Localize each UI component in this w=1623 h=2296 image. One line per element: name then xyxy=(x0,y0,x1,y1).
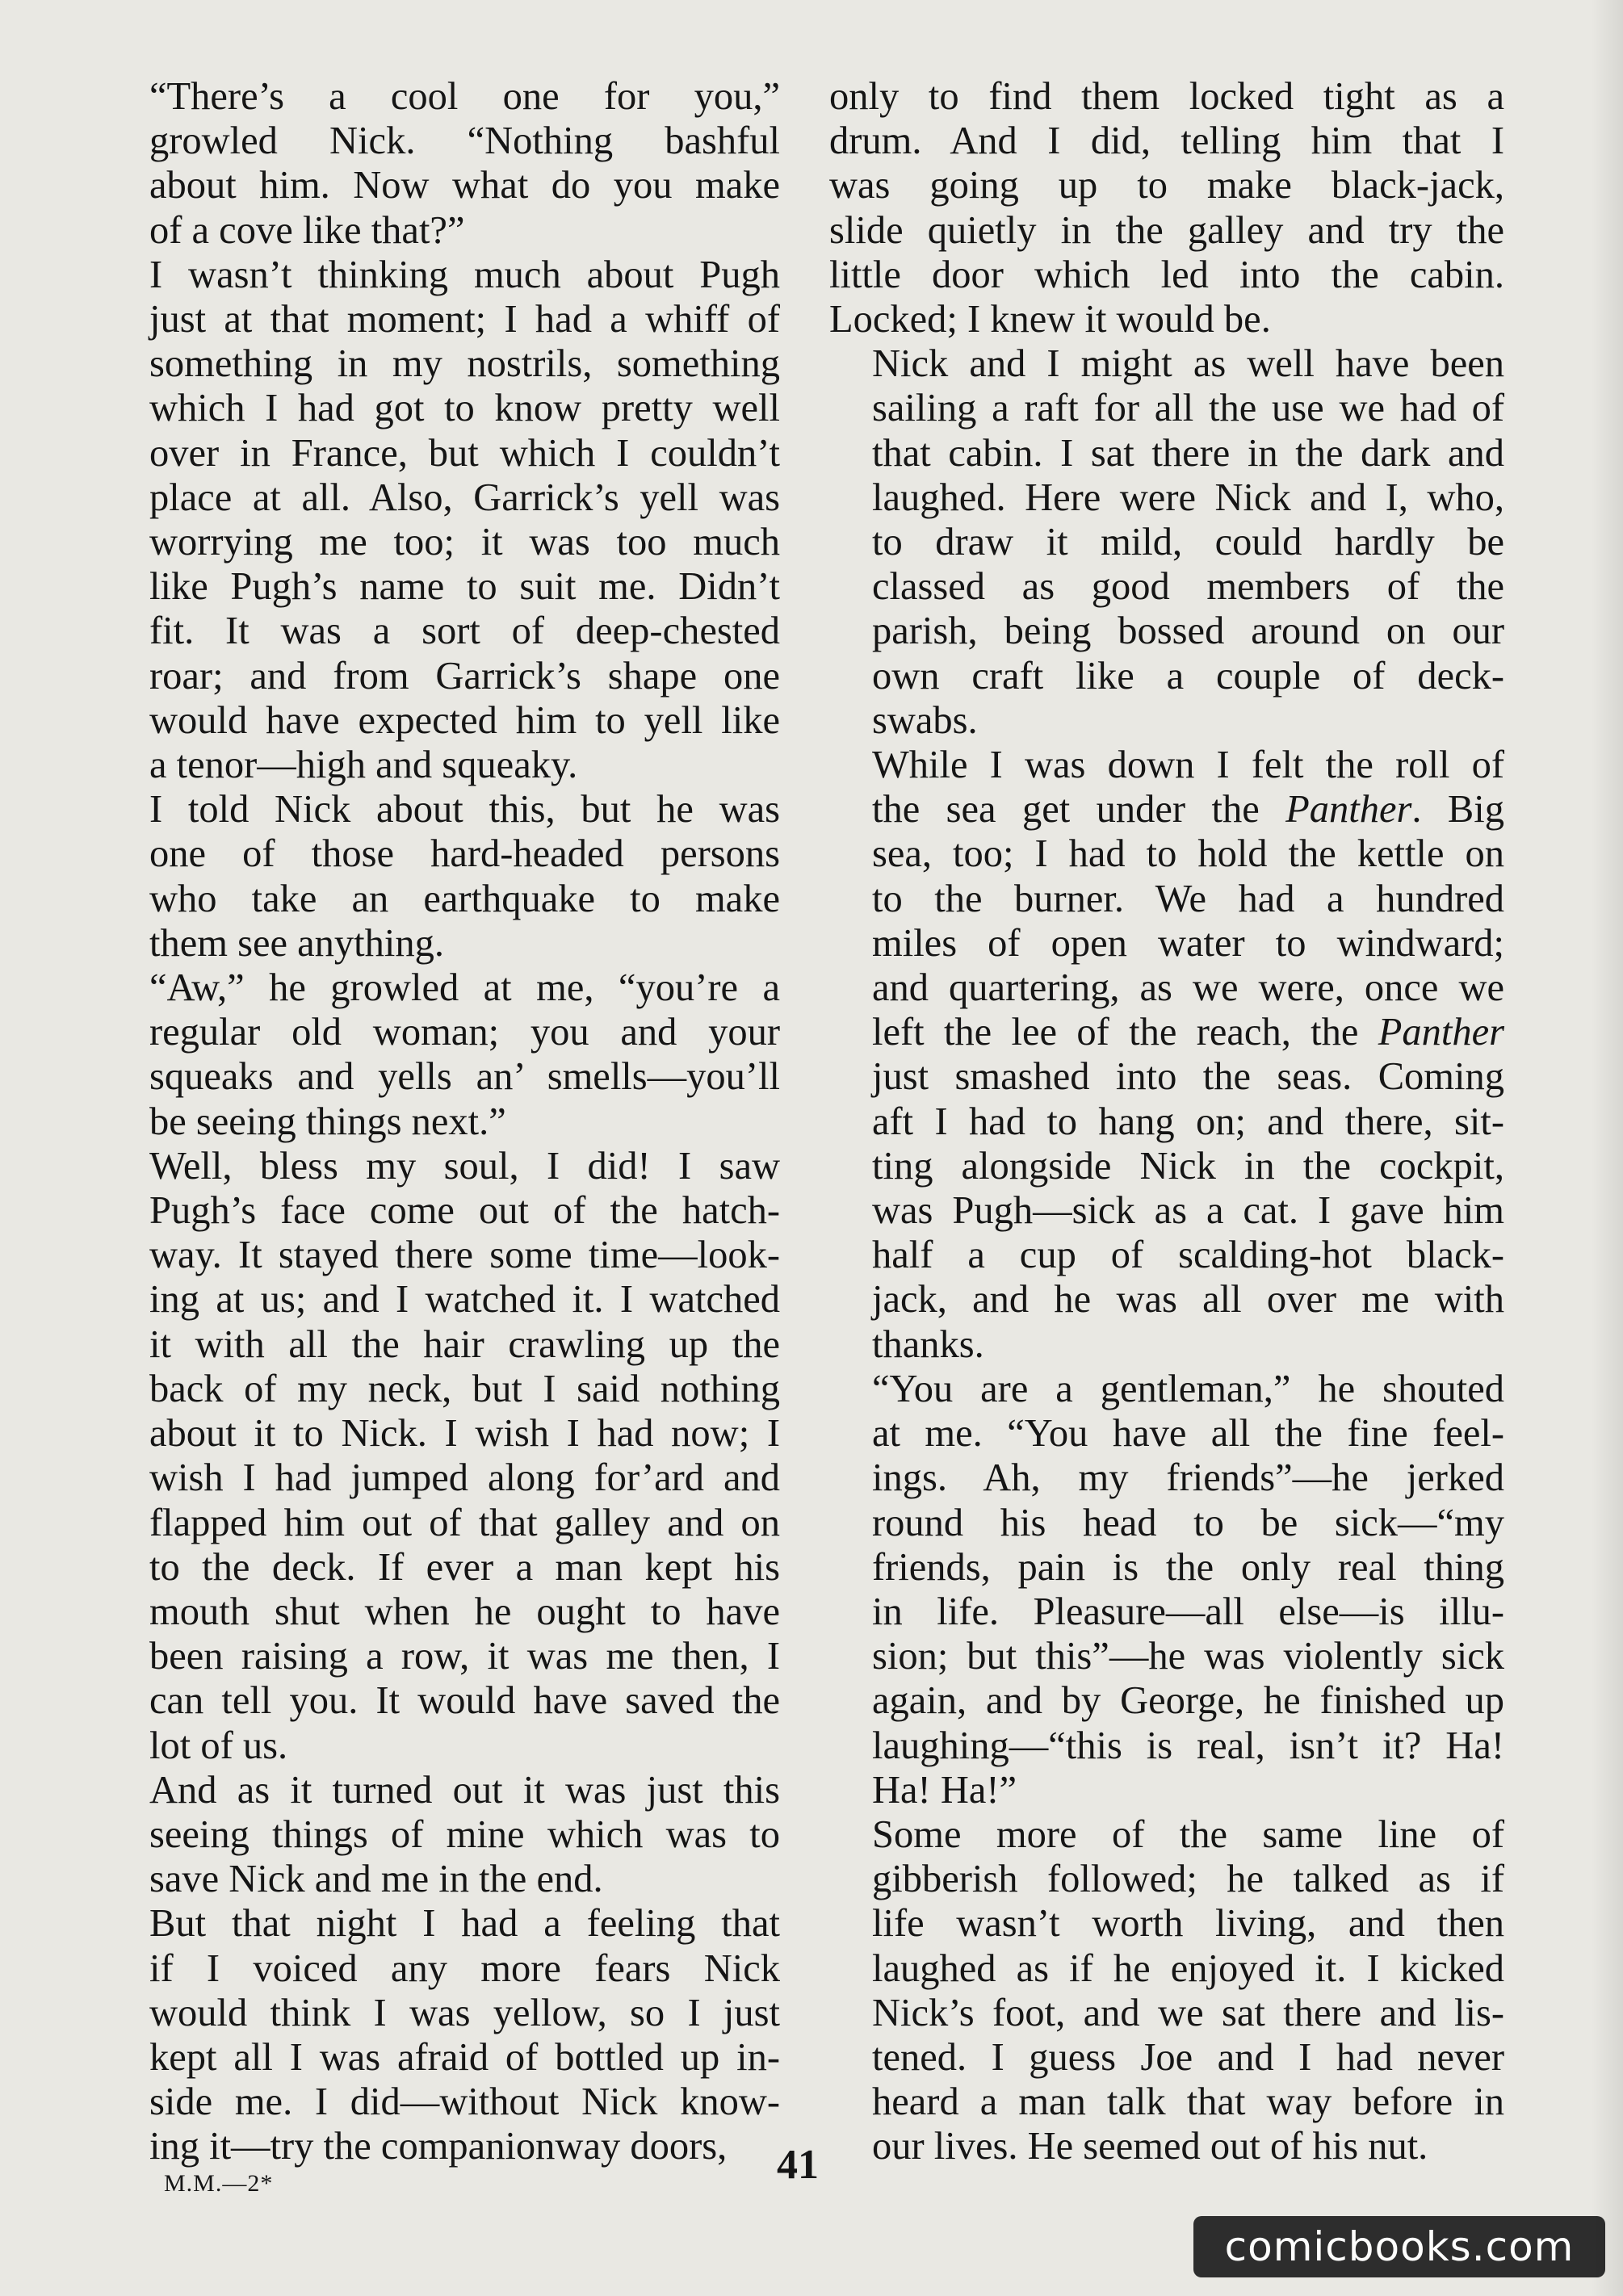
text-line: slide quietly in the galley and try the xyxy=(829,208,1504,252)
text-line: been raising a row, it was me then, I xyxy=(149,1635,780,1678)
text-line: gibberish followed; he talked as if xyxy=(872,1858,1504,1901)
left-column xyxy=(107,74,780,2169)
page-edge-shadow xyxy=(1591,0,1623,2296)
text-line: would think I was yellow, so I just xyxy=(149,1991,780,2034)
text-line: left the lee of the reach, the Panther xyxy=(872,1011,1504,1054)
text-line: to the burner. We had a hundred xyxy=(872,877,1504,920)
text-line: just at that moment; I had a whiff of xyxy=(149,298,780,341)
text-line: Locked; I knew it would be. xyxy=(829,298,1271,341)
paragraph xyxy=(107,253,780,787)
text-line: one of those hard-headed persons xyxy=(149,832,780,876)
text-line: and quartering, as we were, once we xyxy=(872,966,1504,1010)
text-line: Nick’s foot, and we sat there and lis- xyxy=(872,1991,1504,2034)
text-line: I wasn’t thinking much about Pugh xyxy=(149,253,780,296)
ship-name: Panther xyxy=(1378,1011,1504,1054)
right-column xyxy=(829,74,1504,2169)
text-line: sea, too; I had to hold the kettle on xyxy=(872,832,1504,876)
text-line: And as it turned out it was just this xyxy=(149,1768,780,1812)
text-line: place at all. Also, Garrick’s yell was xyxy=(149,476,780,519)
text-line: Nick and I might as well have been xyxy=(872,342,1504,386)
text-line: classed as good members of the xyxy=(872,565,1504,609)
text-line: fit. It was a sort of deep-chested xyxy=(149,610,780,653)
text-line: ting alongside Nick in the cockpit, xyxy=(872,1144,1504,1188)
text-line: jack, and he was all over me with xyxy=(872,1278,1504,1322)
text-line: miles of open water to windward; xyxy=(872,921,1504,965)
paragraph xyxy=(829,74,1504,341)
text-line: regular old woman; you and your xyxy=(149,1011,780,1054)
text-line: can tell you. It would have saved the xyxy=(149,1679,780,1723)
text-line: in life. Pleasure—all else—is illu- xyxy=(872,1590,1504,1633)
text-line: “Aw,” he growled at me, “you’re a xyxy=(149,966,780,1010)
text-line: Pugh’s face come out of the hatch- xyxy=(149,1189,780,1233)
text-line: the sea get under the Panther. Big xyxy=(872,788,1505,832)
text-line: over in France, but which I couldn’t xyxy=(149,431,780,475)
text-line: about it to Nick. I wish I had now; I xyxy=(149,1412,780,1456)
text-line: parish, being bossed around on our xyxy=(872,610,1504,653)
paragraph xyxy=(829,1367,1504,1812)
text-line: was going up to make black-jack, xyxy=(829,164,1504,207)
paragraph xyxy=(107,787,780,966)
text-line: of a cove like that?” xyxy=(149,208,465,252)
paragraph xyxy=(107,1901,780,2168)
text-line: heard a man talk that way before in xyxy=(872,2080,1504,2124)
text-line: back of my neck, but I said nothing xyxy=(149,1367,780,1410)
page-number: 41 xyxy=(777,2142,819,2188)
text-line: side me. I did—without Nick know- xyxy=(149,2080,780,2124)
text-line: Ha! Ha!” xyxy=(872,1768,1017,1812)
text-line: mouth shut when he ought to have xyxy=(149,1590,780,1633)
text-line: just smashed into the seas. Coming xyxy=(872,1055,1504,1099)
text-line: tened. I guess Joe and I had never xyxy=(872,2035,1504,2079)
text-line: a tenor—high and squeaky. xyxy=(149,744,578,787)
text-line: “There’s a cool one for you,” xyxy=(149,75,780,118)
text-line: laughing—“this is real, isn’t it? Ha! xyxy=(872,1724,1504,1767)
text-line: But that night I had a feeling that xyxy=(149,1902,780,1946)
text-line: if I voiced any more fears Nick xyxy=(149,1946,780,1990)
text-line: about him. Now what do you make xyxy=(149,164,780,207)
text-line: which I had got to know pretty well xyxy=(149,387,780,430)
text-line: round his head to be sick—“my xyxy=(872,1501,1504,1544)
text-line: it with all the hair crawling up the xyxy=(149,1322,780,1366)
text-line: thanks. xyxy=(872,1322,984,1366)
text-line: laughed as if he enjoyed it. I kicked xyxy=(872,1946,1504,1990)
text-line: life wasn’t worth living, and then xyxy=(872,1902,1504,1946)
text-line: Well, bless my soul, I did! I saw xyxy=(149,1144,780,1188)
text-line: drum. And I did, telling him that I xyxy=(829,119,1504,163)
text-line: friends, pain is the only real thing xyxy=(872,1545,1504,1589)
text-line: only to find them locked tight as a xyxy=(829,75,1504,118)
text-line: half a cup of scalding-hot black- xyxy=(872,1234,1504,1277)
text-line: to draw it mild, could hardly be xyxy=(872,521,1504,564)
watermark-logo: comicbooks.com xyxy=(1193,2216,1605,2277)
paragraph xyxy=(107,1768,780,1902)
text-line: growled Nick. “Nothing bashful xyxy=(149,119,780,163)
text-line: that cabin. I sat there in the dark and xyxy=(872,431,1504,475)
text-line: lot of us. xyxy=(149,1724,288,1767)
text-line: swabs. xyxy=(872,698,978,742)
text-line: roar; and from Garrick’s shape one xyxy=(149,654,780,698)
text-line: wish I had jumped along for’ard and xyxy=(149,1456,780,1500)
paragraph xyxy=(829,743,1504,1367)
text-line: again, and by George, he finished up xyxy=(872,1679,1504,1723)
paragraph xyxy=(107,1144,780,1768)
text-line: at me. “You have all the fine feel- xyxy=(872,1412,1504,1456)
text-line: worrying me too; it was too much xyxy=(149,521,780,564)
text-line: seeing things of mine which was to xyxy=(149,1812,780,1856)
paragraph xyxy=(829,341,1504,743)
paragraph xyxy=(107,966,780,1144)
text-line: way. It stayed there some time—look- xyxy=(149,1234,780,1277)
text-line: would have expected him to yell like xyxy=(149,698,780,742)
text-line: While I was down I felt the roll of xyxy=(872,744,1504,787)
text-line: our lives. He seemed out of his nut. xyxy=(872,2125,1428,2168)
text-line: kept all I was afraid of bottled up in- xyxy=(149,2035,780,2079)
text-line: was Pugh—sick as a cat. I gave him xyxy=(872,1189,1504,1233)
text-line: “You are a gentleman,” he shouted xyxy=(872,1367,1504,1410)
text-line: be seeing things next.” xyxy=(149,1100,506,1143)
paragraph xyxy=(107,74,780,253)
text-line: like Pugh’s name to suit me. Didn’t xyxy=(149,565,780,609)
text-line: Some more of the same line of xyxy=(872,1812,1504,1856)
text-line: save Nick and me in the end. xyxy=(149,1858,603,1901)
text-line: sailing a raft for all the use we had of xyxy=(872,387,1504,430)
text-line: laughed. Here were Nick and I, who, xyxy=(872,476,1504,519)
text-line: little door which led into the cabin. xyxy=(829,253,1504,296)
text-line: own craft like a couple of deck- xyxy=(872,654,1504,698)
text-line: ing at us; and I watched it. I watched xyxy=(149,1278,780,1322)
paragraph xyxy=(829,1812,1504,2169)
text-line: them see anything. xyxy=(149,921,445,965)
text-line: I told Nick about this, but he was xyxy=(149,788,780,832)
text-line: who take an earthquake to make xyxy=(149,877,780,920)
text-line: squeaks and yells an’ smells—you’ll xyxy=(149,1055,780,1099)
text-line: aft I had to hang on; and there, sit- xyxy=(872,1100,1504,1143)
text-line: flapped him out of that galley and on xyxy=(149,1501,780,1544)
text-line: to the deck. If ever a man kept his xyxy=(149,1545,780,1589)
printer-signature-mark: M.M.—2* xyxy=(164,2170,274,2197)
ship-name: Panther xyxy=(1285,788,1412,832)
text-line: sion; but this”—he was violently sick xyxy=(872,1635,1504,1678)
text-line: something in my nostrils, something xyxy=(149,342,780,386)
text-line: ings. Ah, my friends”—he jerked xyxy=(872,1456,1504,1500)
text-line: ing it—try the companionway doors, xyxy=(149,2125,728,2168)
